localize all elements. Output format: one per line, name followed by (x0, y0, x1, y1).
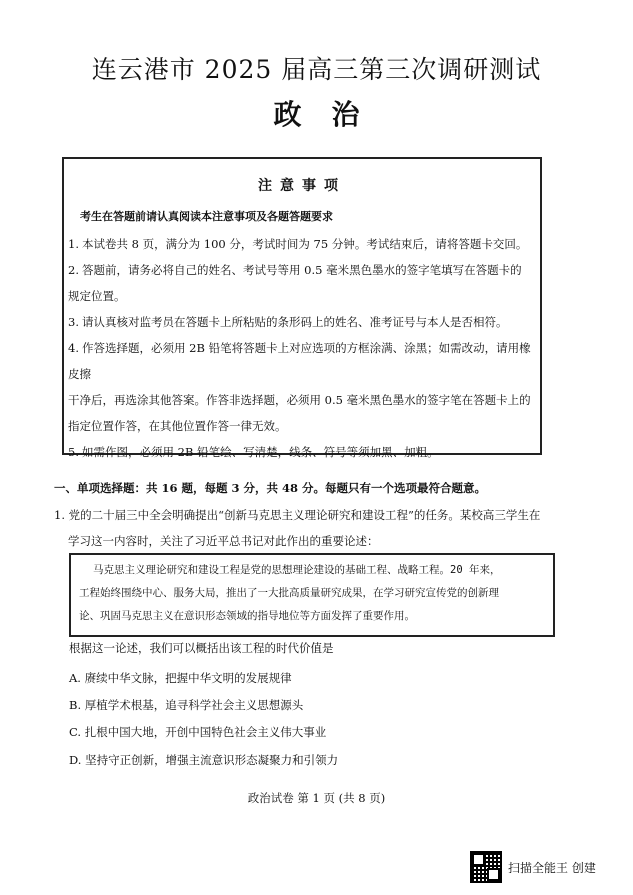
option-a: A. 赓续中华文脉，把握中华文明的发展规律 (69, 671, 292, 685)
option-b: B. 厚植学术根基，追寻科学社会主义思想源头 (69, 698, 304, 712)
page-footer: 政治试卷 第 1 页 (共 8 页) (247, 791, 386, 805)
quote-box (69, 553, 555, 637)
notice-item-4-cont-1: 干净后，再选涂其他答案。作答非选择题，必须用 0.5 毫米黑色墨水的签字笔在答题卡上的 (68, 393, 531, 407)
quote-line-2: 工程始终围绕中心、服务大局，推出了一大批高质量研究成果，在学习研究宣传党的创新理 (79, 587, 499, 599)
qr-code-icon (470, 851, 502, 883)
notice-item-4: 4. 作答选择题，必须用 2B 铅笔将答题卡上对应选项的方框涂满、涂黑；如需改动，请用橡皮擦 (68, 341, 531, 381)
notice-item-5: 5. 如需作图，必须用 2B 铅笔绘、写清楚，线条、符号等须加黑、加粗。 (68, 445, 439, 459)
option-c: C. 扎根中国大地，开创中国特色社会主义伟大事业 (69, 725, 327, 739)
notice-heading: 注意事项 (258, 178, 346, 194)
question-1-line-1: 1. 党的二十届三中全会明确提出“创新马克思主义理论研究和建设工程”的任务。某校高三学生在 (54, 508, 541, 522)
notice-item-4-cont-2: 指定位置作答，在其他位置作答一律无效。 (68, 419, 287, 433)
option-d: D. 坚持守正创新，增强主流意识形态凝聚力和引领力 (69, 753, 339, 767)
notice-lead: 考生在答题前请认真阅读本注意事项及各题答题要求 (80, 210, 333, 223)
scanner-label: 扫描全能王 创建 (508, 860, 596, 875)
exam-title: 连云港市 2025 届高三第三次调研测试 (91, 55, 542, 84)
question-1 (54, 502, 564, 554)
section-heading: 一、单项选择题：共 16 题，每题 3 分，共 48 分。每题只有一个选项最符合题意。 (54, 481, 487, 495)
notice-item-3: 3. 请认真核对监考员在答题卡上所粘贴的条形码上的姓名、准考证号与本人是否相符。 (68, 315, 508, 329)
notice-box (62, 157, 542, 459)
subject-title: 政治 (273, 98, 390, 131)
question-stem: 根据这一论述，我们可以概括出该工程的时代价值是 (69, 641, 334, 655)
notice-item-1: 1. 本试卷共 8 页，满分为 100 分，考试时间为 75 分钟。考试结束后，请将答题卡交回。 (68, 237, 528, 251)
notice-item-2-cont: 规定位置。 (68, 289, 126, 303)
notice-item-2: 2. 答题前，请务必将自己的姓名、考试号等用 0.5 毫米黑色墨水的签字笔填写在答题卡的 (68, 263, 522, 277)
quote-line-3: 论、巩固马克思主义在意识形态领域的指导地位等方面发挥了重要作用。 (79, 610, 415, 622)
quote-line-1: 马克思主义理论研究和建设工程是党的思想理论建设的基础工程、战略工程。20 年来， (93, 564, 501, 576)
question-1-line-2: 学习这一内容时，关注了习近平总书记对此作出的重要论述： (68, 534, 379, 548)
scanner-watermark (470, 851, 596, 883)
notice-items (68, 231, 538, 465)
